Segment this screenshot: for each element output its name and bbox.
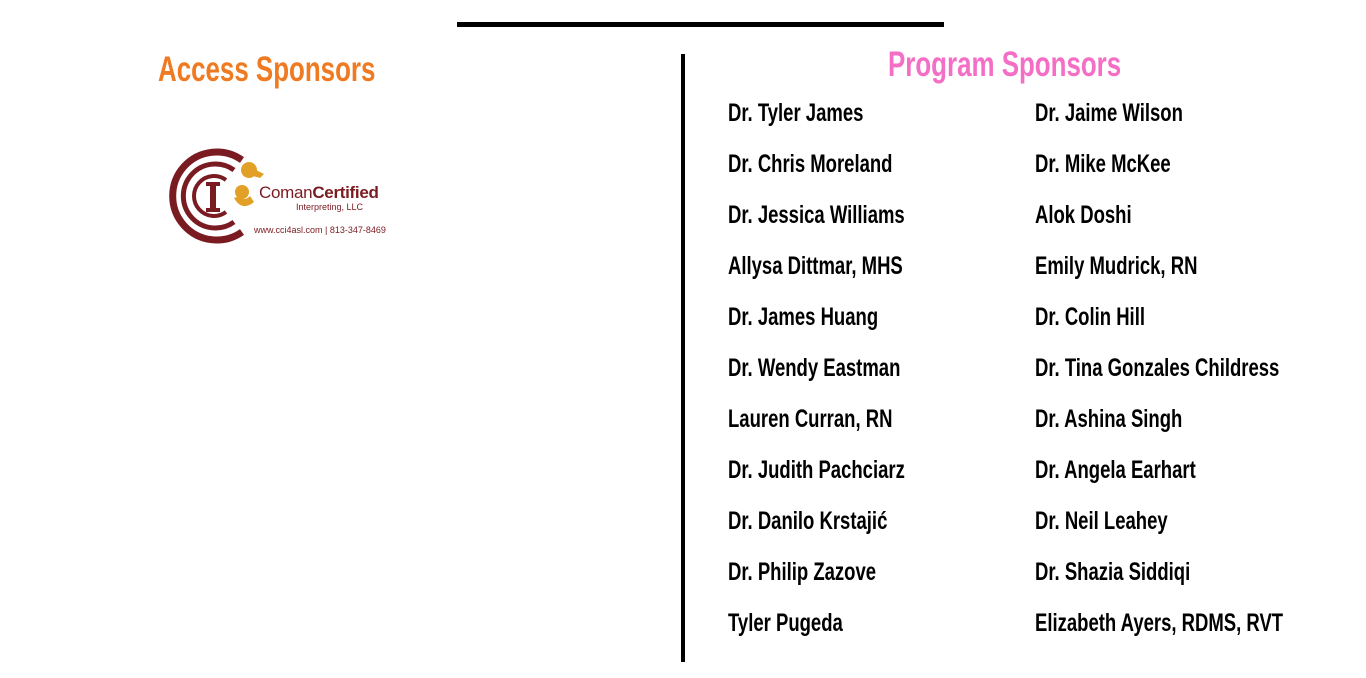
logo-name <box>259 184 379 201</box>
sponsor-name: Dr. Tyler James <box>728 99 864 127</box>
sponsor-name: Dr. Judith Pachciarz <box>728 456 905 484</box>
sponsor-name: Dr. Wendy Eastman <box>728 354 901 382</box>
sponsor-name: Dr. Jessica Williams <box>728 201 905 229</box>
program-sponsors-left-list <box>728 97 967 658</box>
sponsor-name: Dr. Jaime Wilson <box>1035 99 1183 127</box>
access-sponsors-heading: Access Sponsors <box>158 50 376 89</box>
coman-certified-logo <box>164 146 404 246</box>
sponsor-name: Dr. Philip Zazove <box>728 558 877 586</box>
sponsor-name: Dr. Angela Earhart <box>1035 456 1196 484</box>
sponsor-name: Dr. Danilo Krstajić <box>728 507 888 535</box>
sponsor-name: Dr. James Huang <box>728 303 879 331</box>
program-sponsors-heading: Program Sponsors <box>888 45 1122 84</box>
sponsor-name: Dr. Shazia Siddiqi <box>1035 558 1191 586</box>
sponsor-name: Dr. Chris Moreland <box>728 150 893 178</box>
sponsor-name: Alok Doshi <box>1035 201 1132 229</box>
sponsor-name: Tyler Pugeda <box>728 609 843 637</box>
sponsor-name: Emily Mudrick, RN <box>1035 252 1198 280</box>
logo-tagline: Interpreting, LLC <box>296 202 364 212</box>
sponsor-name: Elizabeth Ayers, RDMS, RVT <box>1035 609 1284 637</box>
sponsor-name: Dr. Mike McKee <box>1035 150 1171 178</box>
sponsor-name: Dr. Neil Leahey <box>1035 507 1168 535</box>
column-divider <box>681 54 685 662</box>
sponsor-name: Dr. Ashina Singh <box>1035 405 1183 433</box>
program-sponsors-right-list <box>1035 97 1366 658</box>
sponsor-name: Lauren Curran, RN <box>728 405 893 433</box>
logo-name-bold: Certified <box>312 183 379 202</box>
sponsor-name: Dr. Colin Hill <box>1035 303 1145 331</box>
logo-contact: www.cci4asl.com | 813-347-8469 <box>254 225 386 235</box>
logo-name-light: Coman <box>259 183 313 202</box>
sponsor-name: Allysa Dittmar, MHS <box>728 252 903 280</box>
sponsor-name: Dr. Tina Gonzales Childress <box>1035 354 1280 382</box>
top-rule <box>457 22 944 27</box>
